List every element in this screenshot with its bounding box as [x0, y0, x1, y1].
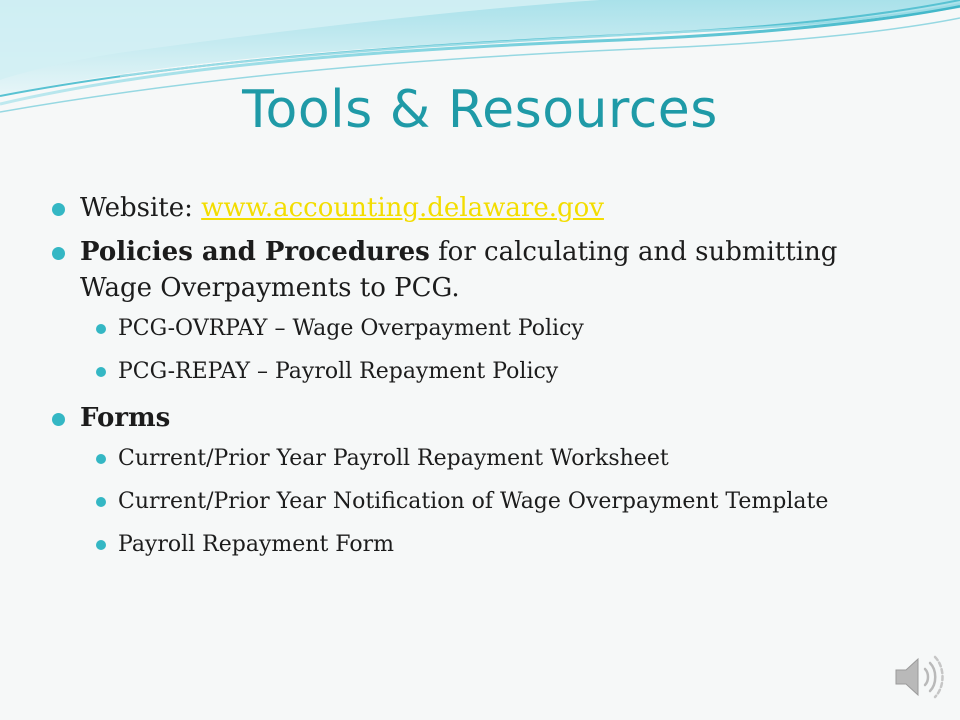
speaker-icon[interactable]	[890, 652, 946, 702]
bullet-dot	[96, 454, 106, 464]
list-item-notification-template	[0, 487, 960, 517]
website-label: Website:	[80, 193, 193, 223]
bullet-dot	[96, 367, 106, 377]
bullet-dot	[52, 247, 65, 260]
bullet-dot	[96, 324, 106, 334]
list-item-repayment-worksheet	[0, 444, 960, 474]
bullet-dot	[96, 540, 106, 550]
repay-policy-text: PCG-REPAY – Payroll Repayment Policy	[118, 359, 559, 384]
bullet-dot	[52, 413, 65, 426]
ovrpay-policy-text: PCG-OVRPAY – Wage Overpayment Policy	[118, 316, 584, 341]
repayment-worksheet-text: Current/Prior Year Payroll Repayment Worksheet	[118, 446, 669, 471]
bullet-dot	[96, 497, 106, 507]
forms-heading: Forms	[80, 403, 171, 433]
policies-heading: Policies and Procedures	[80, 237, 430, 267]
notification-template-text: Current/Prior Year Notification of Wage Overpayment Template	[118, 489, 829, 514]
list-item-repayment-form	[0, 530, 960, 560]
website-link[interactable]: www.accounting.delaware.gov	[201, 193, 604, 223]
list-item-ovrpay-policy	[0, 314, 960, 344]
list-item-website	[0, 190, 960, 226]
bullet-list	[0, 190, 960, 573]
list-item-repay-policy	[0, 357, 960, 387]
policies-description: for calculating and submitting Wage Overpayments to PCG.	[80, 237, 838, 303]
bullet-dot	[52, 203, 65, 216]
slide-title: Tools & Resources	[242, 80, 718, 140]
repayment-form-text: Payroll Repayment Form	[118, 532, 394, 557]
list-item-forms	[0, 400, 960, 436]
list-item-policies	[0, 234, 960, 306]
